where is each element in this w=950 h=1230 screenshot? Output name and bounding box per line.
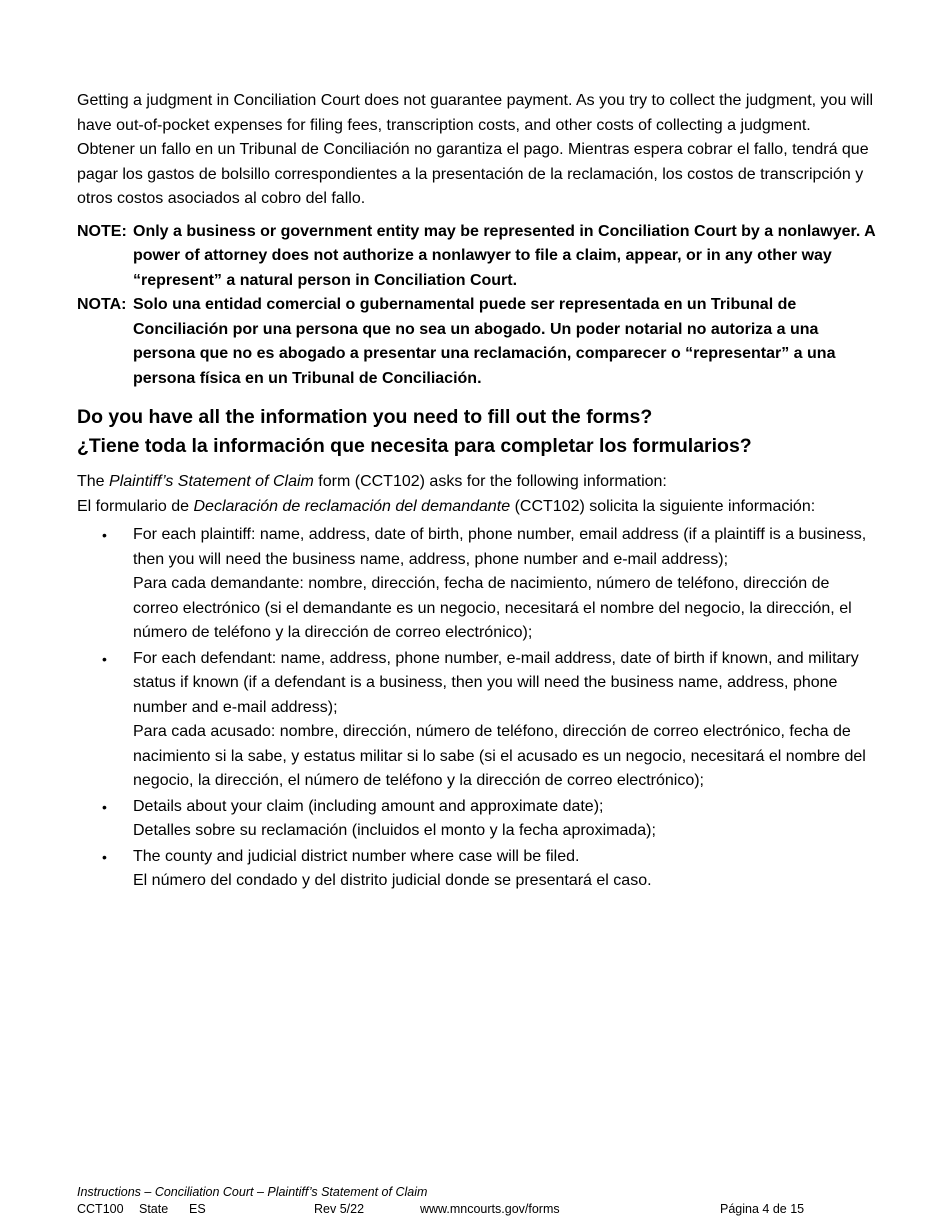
document-body — [77, 89, 877, 895]
form-title-spanish: Declaración de reclamación del demandante — [193, 497, 511, 515]
nota-label: NOTA: — [77, 296, 127, 313]
section-heading — [77, 403, 877, 460]
bullet-icon: • — [102, 527, 107, 543]
forms-url[interactable]: www.mncourts.gov/forms — [420, 1202, 560, 1216]
list-item: • For each defendant: name, address, phone number, e-mail address, date of birth if known, and military status if known (if a defendant is a business, then you will need the business name, address, phone number and e-mail address); Para cada acusado: nombre, dirección, número de teléfono, dirección de correo electrónico, fecha de nacimiento si la sabe, y estatus militar si lo sabe (si el acusado es un negocio, necesitará el nombre del negocio, la dirección, el número de teléfono y la dirección de correo electrónico); — [77, 647, 877, 794]
information-list — [77, 523, 877, 894]
heading-spanish: ¿Tiene toda la información que necesita para completar los formularios? — [77, 434, 752, 457]
note-text: Only a business or government entity may be represented in Conciliation Court by a nonlawyer. A power of attorney does not authorize a nonlawyer to file a claim, appear, or in any other way “represent” a natural person in Conciliation Court. — [133, 222, 876, 289]
note-label: NOTE: — [77, 222, 127, 240]
page-number: Página 4 de 15 — [720, 1202, 805, 1216]
revision: Rev 5/22 — [314, 1202, 365, 1216]
language-code: ES — [189, 1202, 206, 1216]
list-item: • For each plaintiff: name, address, date of birth, phone number, email address (if a plaintiff is a business, then you will need the business name, address, phone number and e-mail address); Para cada demandante: nombre, dirección, fecha de nacimiento, número de teléfono, dirección de correo electrónico (si el demandante es un negocio, necesitará el nombre del negocio, la dirección, el número de teléfono y la dirección de correo electrónico); — [77, 523, 877, 646]
page-footer — [77, 1184, 877, 1218]
form-intro-spanish: El formulario de Declaración de reclamación del demandante (CCT102) solicita la siguiente información: — [77, 497, 816, 515]
form-code: CCT100 — [77, 1202, 124, 1216]
bullet-icon: • — [102, 848, 107, 865]
state-label: State — [139, 1202, 169, 1216]
form-intro-english: The Plaintiff’s Statement of Claim form (CCT102) asks for the following information: — [77, 473, 667, 490]
bullet-icon: • — [102, 798, 107, 815]
intro-english: Getting a judgment in Conciliation Court does not guarantee payment. As you try to collect the judgment, you will have out-of-pocket expenses for filing fees, transcription costs, and other costs of collecting a judgment. — [77, 92, 873, 134]
note-english — [77, 220, 877, 294]
note-spanish — [77, 293, 877, 391]
form-title-english: Plaintiff’s Statement of Claim — [109, 473, 314, 490]
list-item: • Details about your claim (including amount and approximate date); Detalles sobre su reclamación (incluidos el monto y la fecha aproximada); — [77, 795, 877, 844]
intro-spanish: Obtener un fallo en un Tribunal de Conciliación no garantiza el pago. Mientras espera cobrar el fallo, tendrá que pagar los gastos de bolsillo correspondientes a la presentación de la reclamación, los costos de transcripción y otros costos asociados al cobro del fallo. — [77, 141, 869, 207]
nota-text: Solo una entidad comercial o gubernamental puede ser representada en un Tribunal de Conciliación por una persona que no sea un abogado. Un poder notarial no autoriza a una persona que no es abogado a presentar una reclamación, comparecer o “representar” a una persona física en un Tribunal de Conciliación. — [133, 296, 836, 387]
list-item: • The county and judicial district number where case will be filed. El número del condado y del distrito judicial donde se presentará el caso. — [77, 845, 877, 894]
heading-english: Do you have all the information you need to fill out the forms? — [77, 406, 653, 428]
bullet-icon: • — [102, 650, 107, 667]
footer-title: Instructions – Conciliation Court – Plaintiff’s Statement of Claim — [77, 1185, 428, 1199]
